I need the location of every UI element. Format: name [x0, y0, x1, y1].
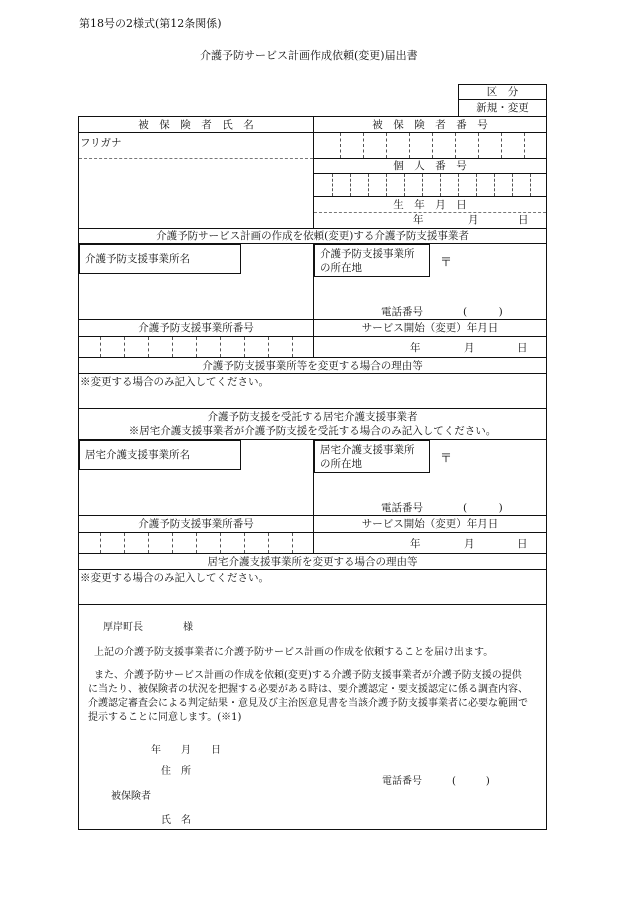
signed-year[interactable]: 年 — [151, 745, 161, 756]
section2-heading-2: ※居宅介護支援事業者が介護予防支援を受託する場合のみ記入してください。 — [128, 425, 497, 437]
declaration-para2-line3: 介護認定審査会による判定結果・意見及び主治医意見書を当該介護予防支援事業者に必要な範囲で — [88, 698, 528, 709]
name-label: 氏 名 — [161, 815, 191, 826]
page-title: 介護予防サービス計画作成依頼(変更)届出書 — [200, 49, 418, 62]
honorific: 様 — [183, 622, 193, 633]
addressee: 厚岸町長 — [103, 622, 143, 633]
signed-day[interactable]: 日 — [211, 745, 221, 756]
form-number: 第18号の2様式(第12条関係) — [79, 17, 222, 30]
section2-start-month[interactable]: 月 — [464, 538, 475, 550]
section1-office-number-field[interactable] — [82, 338, 310, 356]
section1-start-month[interactable]: 月 — [464, 342, 475, 354]
section2-heading-1: 介護予防支援を受託する居宅介護支援事業者 — [207, 411, 418, 423]
section2-phone-field[interactable]: ( ) — [463, 502, 503, 514]
section1-office-name-field[interactable] — [82, 276, 310, 320]
insured-name-header: 被 保 険 者 氏 名 — [138, 119, 254, 131]
insured-name-field[interactable] — [80, 160, 310, 226]
dob-label: 生 年 月 日 — [393, 199, 467, 211]
furigana-label: フリガナ — [80, 137, 122, 149]
signed-month[interactable]: 月 — [181, 745, 191, 756]
section1-phone-field[interactable]: ( ) — [463, 306, 503, 318]
section1-address-label-2: の所在地 — [320, 262, 362, 274]
name-field[interactable] — [200, 811, 500, 827]
personal-number-field[interactable] — [316, 175, 544, 195]
section2-start-day[interactable]: 日 — [517, 538, 528, 550]
section1-office-name-label: 介護予防支援事業所名 — [85, 253, 190, 265]
dob-year[interactable]: 年 — [413, 214, 424, 226]
section1-service-start-label: サービス開始（変更）年月日 — [361, 322, 499, 334]
section2-address-label-2: の所在地 — [320, 458, 362, 470]
furigana-field[interactable] — [140, 136, 310, 156]
section2-reason-field[interactable] — [82, 586, 544, 602]
personal-number-label: 個 人 番 号 — [393, 160, 467, 172]
section1-address-label-1: 介護予防支援事業所 — [320, 248, 415, 260]
declaration-para2-line4: 提示することに同意します。(※1) — [88, 712, 242, 723]
section1-postal-mark: 〒 — [440, 255, 453, 269]
kubun-label: 区 分 — [486, 86, 519, 98]
insured-label: 被保険者 — [111, 791, 151, 802]
section2-reason-note: ※変更する場合のみ記入してください。 — [80, 572, 269, 584]
section2-start-year[interactable]: 年 — [410, 538, 421, 550]
dob-month[interactable]: 月 — [468, 214, 479, 226]
declaration-phone-label: 電話番号 — [382, 776, 422, 787]
declaration-para2-line1: また、介護予防サービス計画の作成を依頼(変更)する介護予防支援事業者が介護予防支援の提供 — [94, 670, 522, 681]
section1-start-year[interactable]: 年 — [410, 342, 421, 354]
declaration-phone-field[interactable]: ( ) — [452, 776, 490, 787]
section1-address-field[interactable] — [452, 252, 542, 300]
section1-reason-note: ※変更する場合のみ記入してください。 — [80, 376, 269, 388]
section2-reason-heading: 居宅介護支援事業所を変更する場合の理由等 — [207, 556, 418, 568]
section1-office-number-label: 介護予防支援事業所番号 — [138, 322, 254, 334]
kubun-value[interactable]: 新規・変更 — [476, 102, 529, 114]
section2-service-start-label: サービス開始（変更）年月日 — [361, 518, 499, 530]
address-label: 住 所 — [161, 766, 191, 777]
section2-office-name-label: 居宅介護支援事業所名 — [85, 449, 190, 461]
section2-phone-label: 電話番号 — [381, 502, 423, 514]
dob-day[interactable]: 日 — [518, 214, 529, 226]
section1-reason-heading: 介護予防支援事業所等を変更する場合の理由等 — [202, 360, 423, 372]
insured-number-header: 被 保 険 者 番 号 — [372, 119, 488, 131]
section2-address-label-1: 居宅介護支援事業所 — [320, 444, 415, 456]
section2-address-field[interactable] — [452, 448, 542, 496]
declaration-para2-line2: に当たり、被保険者の状況を把握する必要がある時は、要介護認定・要支援認定に係る調査内容、 — [88, 684, 528, 695]
declaration-para1: 上記の介護予防支援事業者に介護予防サービス計画の作成を依頼することを届け出ます。 — [94, 647, 494, 658]
insured-number-field[interactable] — [316, 134, 544, 157]
section1-phone-label: 電話番号 — [381, 306, 423, 318]
section2-office-number-field[interactable] — [82, 534, 310, 552]
section1-reason-field[interactable] — [82, 390, 544, 406]
section2-postal-mark: 〒 — [440, 451, 453, 465]
section1-heading: 介護予防サービス計画の作成を依頼(変更)する介護予防支援事業者 — [156, 230, 469, 242]
section2-office-number-label: 介護予防支援事業所番号 — [138, 518, 254, 530]
section1-start-day[interactable]: 日 — [517, 342, 528, 354]
section2-office-name-field[interactable] — [82, 472, 310, 514]
